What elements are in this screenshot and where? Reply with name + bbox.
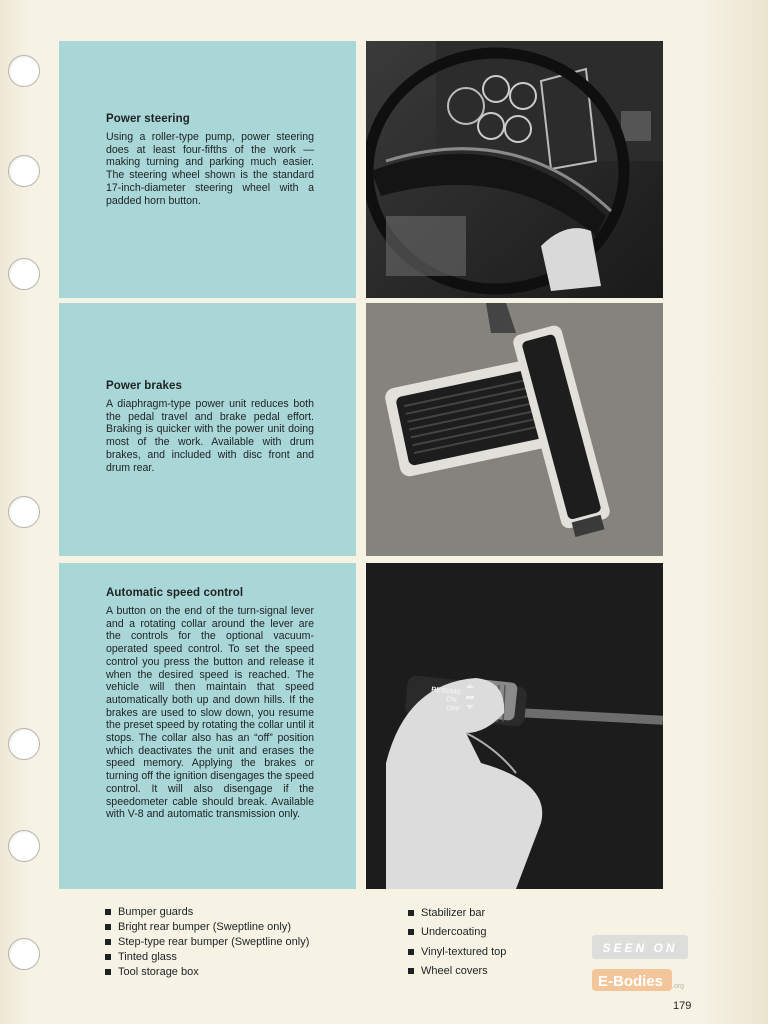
binder-hole [8,155,40,187]
list-item: Undercoating [407,925,506,944]
lever-label-off: OFF [445,704,461,714]
list-item: Bright rear bumper (Sweptline only) [104,920,309,935]
lever-label-on: ON [445,695,458,705]
power-steering-panel [59,41,356,298]
list-item: Vinyl-textured top [407,945,506,964]
list-item: Bumper guards [104,905,309,920]
list-item: Wheel covers [407,964,506,983]
section-title: Power brakes [106,380,182,392]
binder-hole [8,938,40,970]
page-number: 179 [673,1000,692,1012]
watermark-line2: E-Bodies [598,973,664,990]
power-brakes-panel [59,303,356,556]
features-list-left [104,905,309,980]
speed-control-panel [59,563,356,889]
section-title: Power steering [106,113,190,125]
section-body: Using a roller-type pump, power steering does at least four-fifths of the work — making turning and parking much easier. The steering wheel shown is the standard 17-inch-diameter steering wheel with a padded horn button. [106,131,314,207]
watermark-suffix: .org [672,983,685,990]
binder-hole [8,496,40,528]
list-item: Tool storage box [104,965,309,980]
watermark-logo [592,935,688,993]
binder-hole [8,258,40,290]
binder-hole [8,830,40,862]
list-item: Stabilizer bar [407,906,506,925]
binder-hole [8,728,40,760]
list-item: Step-type rear bumper (Sweptline only) [104,935,309,950]
features-list-right [407,906,506,984]
brake-pedal-photo [366,303,663,556]
section-body: A button on the end of the turn-signal lever and a rotating collar around the lever are the controls for the optional vacuum-operated speed control. To set the speed control you press the button and release it when the desired speed is reached. The vehicle will then maintain that speed automatically both up and down hills. If the brakes are used to slow down, you resume the preset speed by rotating the collar until it stops. The collar also has an “off” position which deactivates the unit and erases the speed memory. Applying the brakes or turning off the ignition disengages the speed control. It will also disengage if the speedometer cable should break. Available with V-8 and automatic transmission only. [106,605,314,821]
speed-control-lever-photo [366,563,663,889]
steering-wheel-photo [366,41,663,298]
binder-hole [8,55,40,87]
dash-icon [466,696,474,699]
lever-label-resume: RESUME [430,686,462,697]
list-item: Tinted glass [104,950,309,965]
section-body: A diaphragm-type power unit reduces both the pedal travel and brake pedal effort. Braking is quicker with the power unit doing most of the work. Available with drum brakes, and included with disc front and drum rear. [106,398,314,474]
watermark-line1: SEEN ON [602,941,678,955]
section-title: Automatic speed control [106,587,244,599]
